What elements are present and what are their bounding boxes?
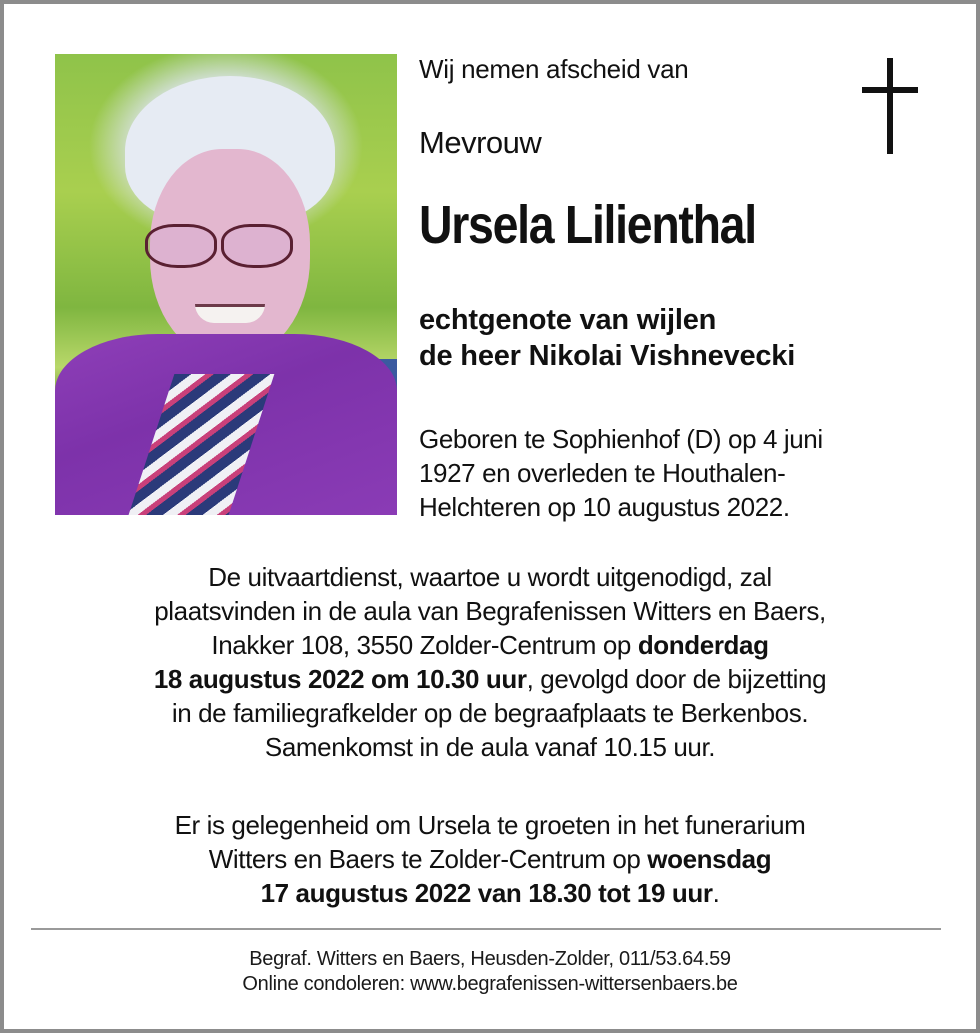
funeral-home-contact: Begraf. Witters en Baers, Heusden-Zolder, 011/53.64.59 xyxy=(249,948,731,970)
service-line: Samenkomst in de aula vanaf 10.15 uur. xyxy=(264,732,716,762)
service-date-time: 18 augustus 2022 om 10.30 uur xyxy=(153,664,527,694)
visitation-line: Er is gelegenheid om Ursela te groeten in het funerarium xyxy=(174,810,806,840)
service-line: De uitvaartdienst, waartoe u wordt uitgenodigd, zal xyxy=(208,562,772,592)
portrait-photo xyxy=(55,54,397,515)
footer-divider xyxy=(31,928,941,930)
title-prefix: Mevrouw xyxy=(419,125,542,160)
visitation-line: Witters en Baers te Zolder-Centrum op woensdag xyxy=(208,844,772,874)
deceased-name: Ursela Lilienthal xyxy=(419,195,756,255)
photo-glasses-right xyxy=(221,224,293,268)
footer xyxy=(30,947,950,997)
service-line: in de familiegrafkelder op de begraafplaats te Berkenbos. xyxy=(171,698,809,728)
online-condolences-link[interactable]: Online condoleren: www.begrafenissen-wittersenbaers.be xyxy=(242,973,738,995)
birth-death-line: 1927 en overleden te Houthalen- xyxy=(419,458,786,488)
visitation-date-time: 17 augustus 2022 van 18.30 tot 19 uur xyxy=(260,878,713,908)
spouse-info xyxy=(419,302,795,374)
photo-smile xyxy=(195,304,265,323)
birth-death-info xyxy=(419,422,823,524)
cross-icon xyxy=(862,58,918,154)
photo-glasses-left xyxy=(145,224,217,268)
visitation-day: woensdag xyxy=(647,844,772,874)
service-line: 18 augustus 2022 om 10.30 uur, gevolgd door de bijzetting xyxy=(153,664,827,694)
spouse-line: echtgenote van wijlen xyxy=(419,304,717,336)
birth-death-line: Geboren te Sophienhof (D) op 4 juni xyxy=(419,424,823,454)
spouse-line: de heer Nikolai Vishnevecki xyxy=(419,340,796,372)
service-line: plaatsvinden in de aula van Begrafenissen Witters en Baers, xyxy=(154,596,826,626)
birth-death-line: Helchteren op 10 augustus 2022. xyxy=(419,492,790,522)
visitation-line: 17 augustus 2022 van 18.30 tot 19 uur. xyxy=(260,878,720,908)
visitation-info xyxy=(30,808,950,910)
funeral-service-info xyxy=(30,560,950,764)
service-day: donderdag xyxy=(637,630,769,660)
intro-text: Wij nemen afscheid van xyxy=(419,54,689,84)
service-line: Inakker 108, 3550 Zolder-Centrum op donderdag xyxy=(211,630,769,660)
